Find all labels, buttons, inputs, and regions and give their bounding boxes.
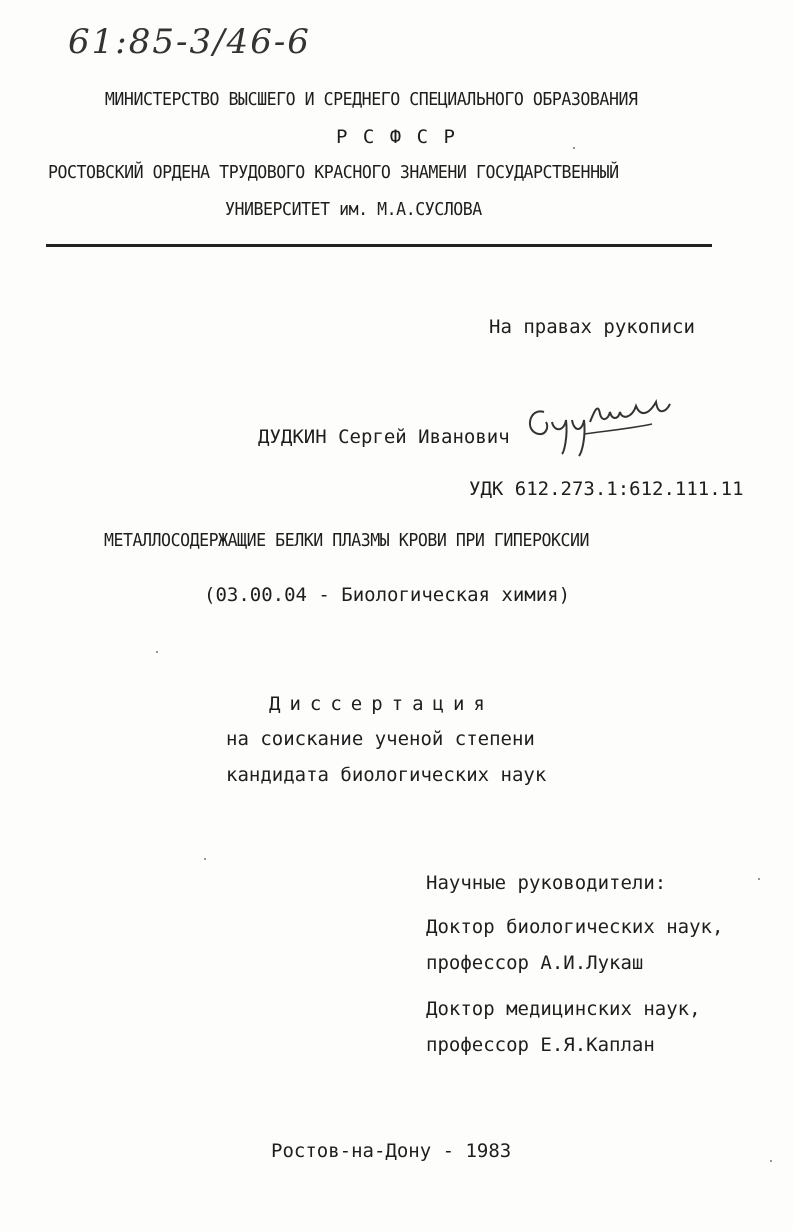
author-signature [524, 392, 674, 462]
udk-code: УДК 612.273.1:612.111.11 [469, 478, 744, 500]
scan-speck [770, 1160, 772, 1162]
ministry-line: МИНИСТЕРСТВО ВЫСШЕГО И СРЕДНЕГО СПЕЦИАЛЬНОГО ОБРАЗОВАНИЯ [104, 89, 638, 110]
scan-speck [758, 878, 760, 880]
scan-speck [573, 147, 575, 149]
dissertation-label: Диссертация [269, 693, 494, 715]
advisor-1-name: профессор А.И.Лукаш [426, 952, 644, 974]
author-name: ДУДКИН Сергей Иванович [258, 426, 510, 448]
scan-speck [156, 651, 158, 653]
republic-line: Р С Ф С Р [336, 126, 457, 148]
archive-code-handwritten: 61:85-3/46-6 [68, 22, 311, 62]
header-divider [46, 244, 712, 247]
scan-speck [204, 858, 206, 860]
footer-place-year: Ростов-на-Дону - 1983 [271, 1140, 512, 1162]
advisors-heading: Научные руководители: [426, 872, 667, 894]
specialty: (03.00.04 - Биологическая химия) [204, 584, 571, 606]
advisor-1-degree: Доктор биологических наук, [426, 916, 724, 938]
university-line-1: РОСТОВСКИЙ ОРДЕНА ТРУДОВОГО КРАСНОГО ЗНАМЕНИ ГОСУДАРСТВЕННЫЙ [48, 162, 619, 183]
manuscript-note: На правах рукописи [489, 316, 695, 338]
degree-line-2: кандидата биологических наук [226, 764, 547, 786]
advisor-2-degree: Доктор медицинских наук, [426, 998, 701, 1020]
dissertation-title: МЕТАЛЛОСОДЕРЖАЩИЕ БЕЛКИ ПЛАЗМЫ КРОВИ ПРИ ГИПЕРОКСИИ [104, 530, 590, 551]
university-line-2: УНИВЕРСИТЕТ им. М.А.СУСЛОВА [225, 199, 482, 220]
advisor-2-name: профессор Е.Я.Каплан [426, 1034, 655, 1056]
degree-line-1: на соискание ученой степени [226, 728, 535, 750]
